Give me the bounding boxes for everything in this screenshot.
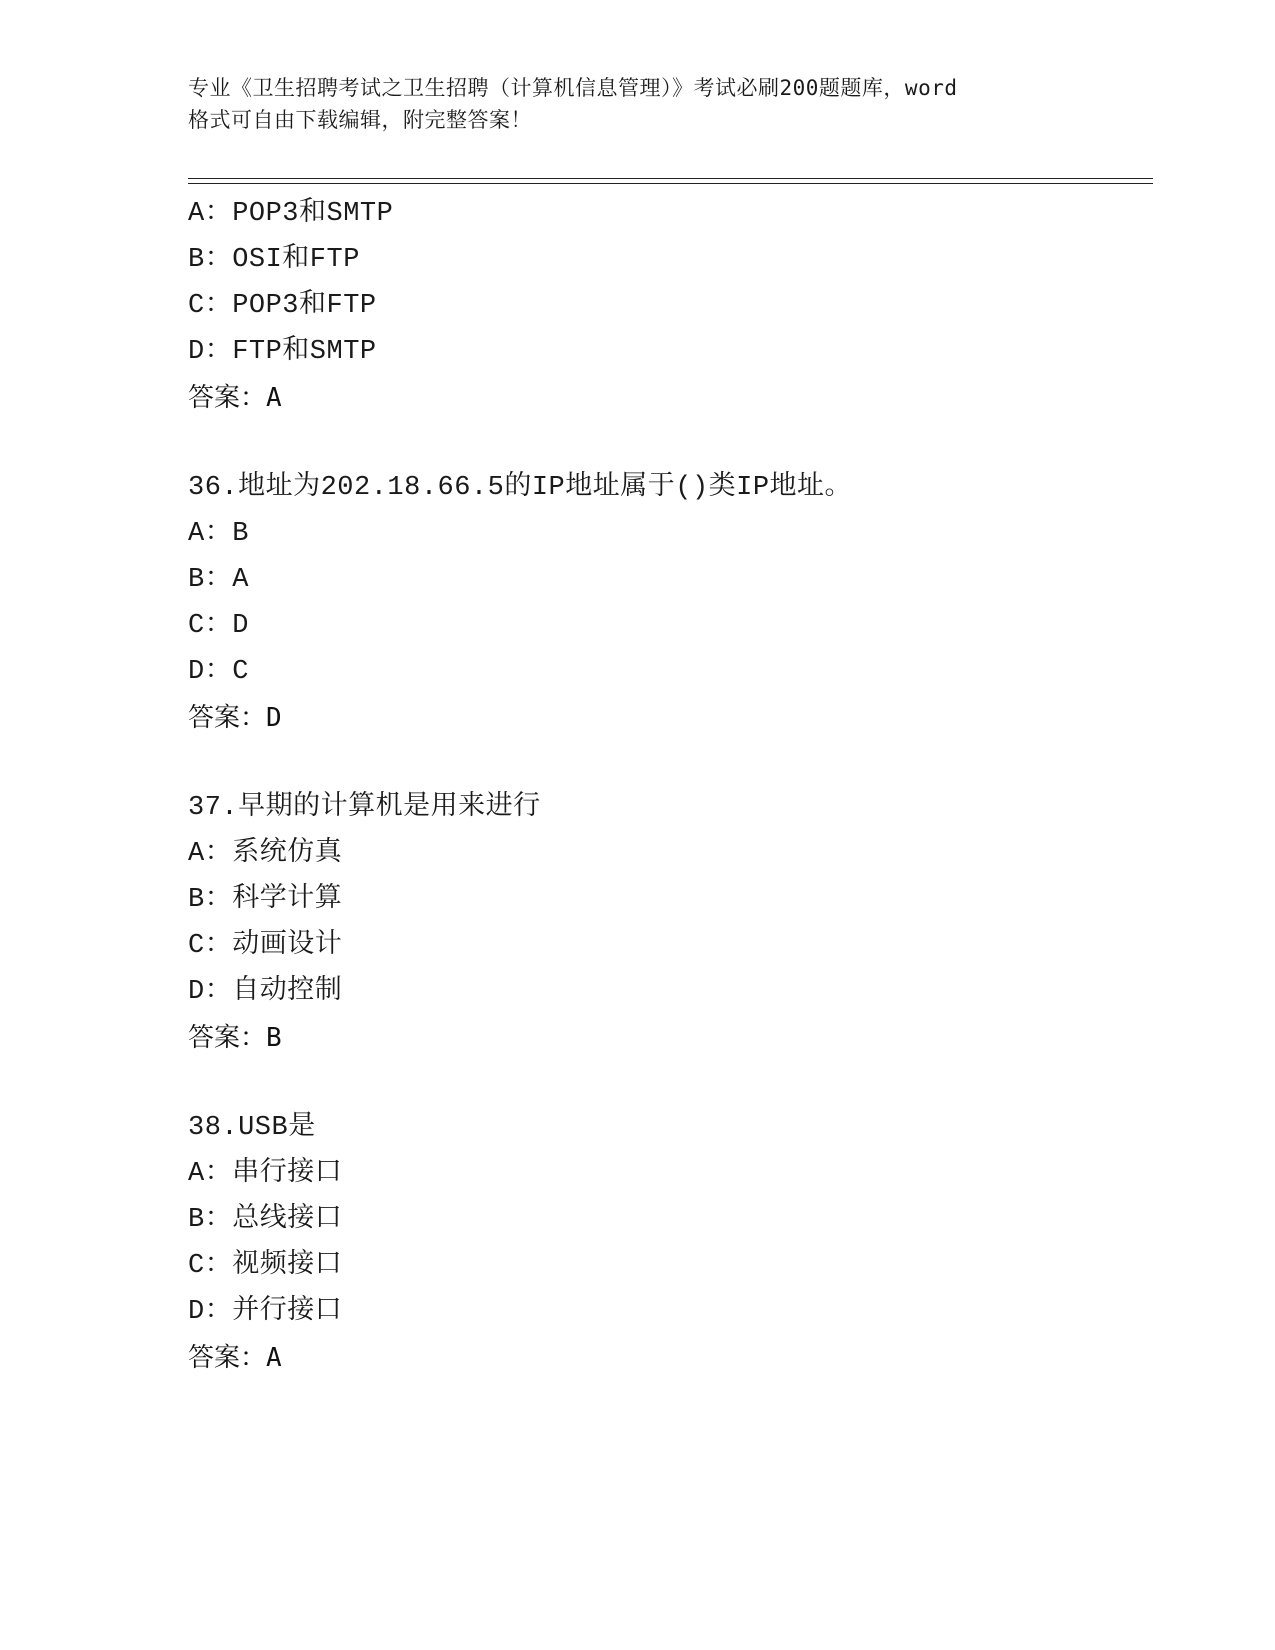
option-d: D：FTP和SMTP	[188, 337, 377, 367]
option-c: C：D	[188, 611, 249, 641]
option-a: A：POP3和SMTP	[188, 199, 394, 229]
option-a: A：串行接口	[188, 1159, 343, 1189]
header-divider-top	[188, 178, 1153, 179]
option-d: D：并行接口	[188, 1297, 343, 1327]
answer-line: 答案：B	[188, 1023, 282, 1053]
option-b: B：A	[188, 565, 249, 595]
option-a: A：系统仿真	[188, 839, 343, 869]
answer-line: 答案：D	[188, 703, 282, 733]
option-b: B：科学计算	[188, 885, 343, 915]
question-block-38	[188, 1105, 1148, 1381]
question-block-36	[188, 465, 1148, 741]
question-text: 37.早期的计算机是用来进行	[188, 793, 541, 823]
answer-line: 答案：A	[188, 383, 282, 413]
option-c: C：POP3和FTP	[188, 291, 377, 321]
header-title-line-1: 专业《卫生招聘考试之卫生招聘（计算机信息管理）》考试必刷200题题库，word	[188, 76, 958, 100]
option-d: D：C	[188, 657, 249, 687]
question-text: 36.地址为202.18.66.5的IP地址属于()类IP地址。	[188, 473, 853, 503]
option-c: C：视频接口	[188, 1251, 343, 1281]
header-divider-bottom	[188, 183, 1153, 184]
question-text: 38.USB是	[188, 1113, 316, 1143]
question-list	[188, 191, 1148, 1381]
answer-line: 答案：A	[188, 1343, 282, 1373]
option-a: A：B	[188, 519, 249, 549]
option-b: B：总线接口	[188, 1205, 343, 1235]
option-c: C：动画设计	[188, 931, 343, 961]
option-b: B：OSI和FTP	[188, 245, 360, 275]
document-header	[188, 72, 1088, 136]
question-block-35	[188, 191, 1148, 421]
question-block-37	[188, 785, 1148, 1061]
option-d: D：自动控制	[188, 977, 343, 1007]
header-title-line-2: 格式可自由下载编辑，附完整答案！	[188, 108, 532, 132]
